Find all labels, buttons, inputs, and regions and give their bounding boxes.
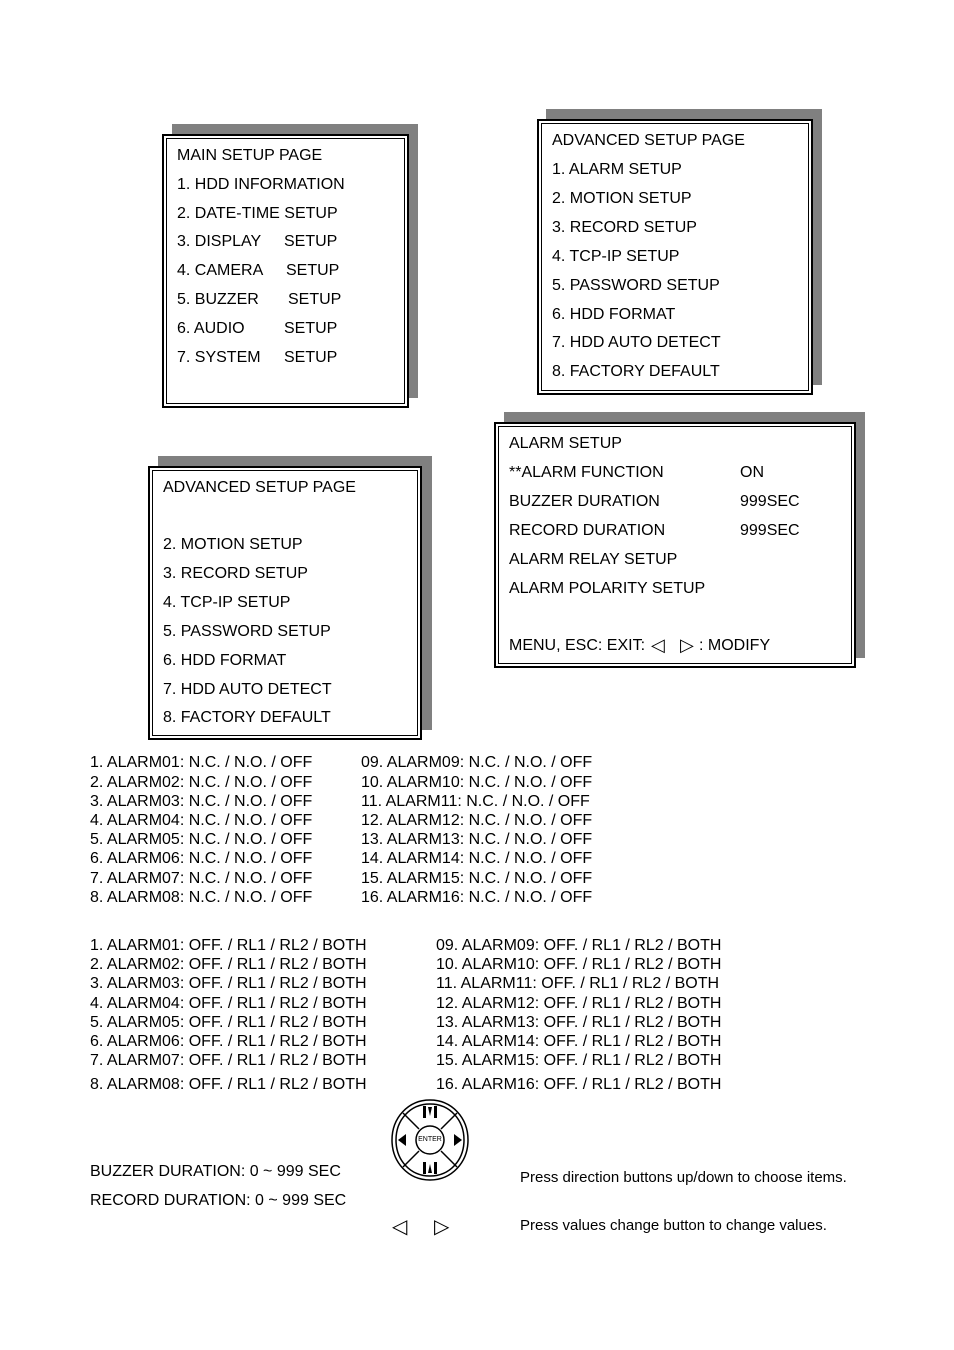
alarm-function-value[interactable]: ON — [740, 464, 764, 481]
list-item: 2. ALARM02: OFF. / RL1 / RL2 / BOTH — [90, 956, 367, 973]
menu-item-display[interactable]: 3. DISPLAY — [177, 233, 262, 250]
values-instruction: Press values change button to change values. — [520, 1217, 827, 1234]
list-item: 12. ALARM12: OFF. / RL1 / RL2 / BOTH — [436, 995, 722, 1012]
list-item: 6. ALARM06: N.C. / N.O. / OFF — [90, 850, 313, 867]
direction-instruction: Press direction buttons up/down to choose items. — [520, 1169, 847, 1186]
right-arrow-icon: ▷ — [680, 635, 694, 655]
list-item: 09. ALARM09: OFF. / RL1 / RL2 / BOTH — [436, 937, 722, 954]
list-item: 10. ALARM10: OFF. / RL1 / RL2 / BOTH — [436, 956, 722, 973]
menu-item-record-setup[interactable]: 3. RECORD SETUP — [552, 219, 697, 236]
menu-item-password-setup[interactable]: 5. PASSWORD SETUP — [552, 277, 720, 294]
record-duration-value[interactable]: 999SEC — [740, 522, 800, 539]
alarm-relay-setup-item[interactable]: ALARM RELAY SETUP — [509, 551, 678, 568]
record-duration-label[interactable]: RECORD DURATION — [509, 522, 666, 539]
menu-item-hdd-information[interactable]: 1. HDD INFORMATION — [177, 176, 345, 193]
record-duration-range: RECORD DURATION: 0 ~ 999 SEC — [90, 1192, 347, 1209]
advanced-setup-title: ADVANCED SETUP PAGE — [163, 479, 356, 496]
list-item: 16. ALARM16: OFF. / RL1 / RL2 / BOTH — [436, 1076, 722, 1093]
left-arrow-icon: ◁ — [651, 635, 665, 655]
menu-item-factory-default[interactable]: 8. FACTORY DEFAULT — [163, 709, 331, 726]
list-item: 10. ALARM10: N.C. / N.O. / OFF — [361, 774, 593, 791]
list-item: 8. ALARM08: OFF. / RL1 / RL2 / BOTH — [90, 1076, 367, 1093]
footer-exit-hint: MENU, ESC: EXIT: — [509, 637, 646, 654]
menu-item-audio[interactable]: 6. AUDIO — [177, 320, 245, 337]
list-item: 16. ALARM16: N.C. / N.O. / OFF — [361, 889, 593, 906]
menu-item-buzzer-suffix: SETUP — [288, 291, 342, 308]
menu-item-record-setup[interactable]: 3. RECORD SETUP — [163, 565, 308, 582]
menu-item-alarm-setup[interactable]: 1. ALARM SETUP — [552, 161, 682, 178]
advanced-setup-title: ADVANCED SETUP PAGE — [552, 132, 745, 149]
list-item: 11. ALARM11: N.C. / N.O. / OFF — [361, 793, 590, 810]
list-item: 8. ALARM08: N.C. / N.O. / OFF — [90, 889, 313, 906]
list-item: 5. ALARM05: OFF. / RL1 / RL2 / BOTH — [90, 1014, 367, 1031]
list-item: 12. ALARM12: N.C. / N.O. / OFF — [361, 812, 593, 829]
menu-item-hdd-auto-detect[interactable]: 7. HDD AUTO DETECT — [552, 334, 721, 351]
menu-item-display-suffix: SETUP — [284, 233, 338, 250]
list-item: 7. ALARM07: OFF. / RL1 / RL2 / BOTH — [90, 1052, 367, 1069]
list-item: 14. ALARM14: N.C. / N.O. / OFF — [361, 850, 593, 867]
menu-item-tcp-ip-setup[interactable]: 4. TCP-IP SETUP — [552, 248, 680, 265]
menu-item-camera-suffix: SETUP — [286, 262, 340, 279]
list-item: 15. ALARM15: N.C. / N.O. / OFF — [361, 870, 593, 887]
list-item: 1. ALARM01: OFF. / RL1 / RL2 / BOTH — [90, 937, 367, 954]
buzzer-duration-label[interactable]: BUZZER DURATION — [509, 493, 660, 510]
buzzer-duration-value[interactable]: 999SEC — [740, 493, 800, 510]
enter-button-label: ENTER — [418, 1136, 442, 1143]
alarm-setup-title: ALARM SETUP — [509, 435, 622, 452]
left-arrow-icon: ◁ — [392, 1216, 408, 1238]
list-item: 6. ALARM06: OFF. / RL1 / RL2 / BOTH — [90, 1033, 367, 1050]
menu-item-password-setup[interactable]: 5. PASSWORD SETUP — [163, 623, 331, 640]
menu-item-buzzer[interactable]: 5. BUZZER — [177, 291, 259, 308]
menu-item-hdd-format[interactable]: 6. HDD FORMAT — [163, 652, 287, 669]
list-item: 2. ALARM02: N.C. / N.O. / OFF — [90, 774, 313, 791]
list-item: 5. ALARM05: N.C. / N.O. / OFF — [90, 831, 313, 848]
alarm-polarity-setup-item[interactable]: ALARM POLARITY SETUP — [509, 580, 706, 597]
list-item: 14. ALARM14: OFF. / RL1 / RL2 / BOTH — [436, 1033, 722, 1050]
list-item: 7. ALARM07: N.C. / N.O. / OFF — [90, 870, 313, 887]
menu-item-system[interactable]: 7. SYSTEM — [177, 349, 261, 366]
list-item: 09. ALARM09: N.C. / N.O. / OFF — [361, 754, 593, 771]
menu-item-hdd-format[interactable]: 6. HDD FORMAT — [552, 306, 676, 323]
list-item: 4. ALARM04: OFF. / RL1 / RL2 / BOTH — [90, 995, 367, 1012]
main-setup-title: MAIN SETUP PAGE — [177, 147, 323, 164]
menu-item-motion-setup[interactable]: 2. MOTION SETUP — [552, 190, 692, 207]
direction-pad-icon — [390, 1098, 470, 1182]
menu-item-audio-suffix: SETUP — [284, 320, 338, 337]
list-item: 3. ALARM03: OFF. / RL1 / RL2 / BOTH — [90, 975, 367, 992]
alarm-function-label[interactable]: **ALARM FUNCTION — [509, 464, 664, 481]
menu-item-factory-default[interactable]: 8. FACTORY DEFAULT — [552, 363, 720, 380]
menu-item-motion-setup[interactable]: 2. MOTION SETUP — [163, 536, 303, 553]
list-item: 15. ALARM15: OFF. / RL1 / RL2 / BOTH — [436, 1052, 722, 1069]
right-arrow-icon: ▷ — [434, 1216, 450, 1238]
footer-modify-hint: : MODIFY — [699, 637, 771, 654]
list-item: 11. ALARM11: OFF. / RL1 / RL2 / BOTH — [436, 975, 720, 992]
menu-item-camera[interactable]: 4. CAMERA — [177, 262, 264, 279]
menu-item-hdd-auto-detect[interactable]: 7. HDD AUTO DETECT — [163, 681, 332, 698]
list-item: 3. ALARM03: N.C. / N.O. / OFF — [90, 793, 313, 810]
menu-item-tcp-ip-setup[interactable]: 4. TCP-IP SETUP — [163, 594, 291, 611]
buzzer-duration-range: BUZZER DURATION: 0 ~ 999 SEC — [90, 1163, 341, 1180]
list-item: 1. ALARM01: N.C. / N.O. / OFF — [90, 754, 313, 771]
list-item: 13. ALARM13: N.C. / N.O. / OFF — [361, 831, 593, 848]
menu-item-date-time-setup[interactable]: 2. DATE-TIME SETUP — [177, 205, 338, 222]
menu-item-system-suffix: SETUP — [284, 349, 338, 366]
list-item: 13. ALARM13: OFF. / RL1 / RL2 / BOTH — [436, 1014, 722, 1031]
list-item: 4. ALARM04: N.C. / N.O. / OFF — [90, 812, 313, 829]
